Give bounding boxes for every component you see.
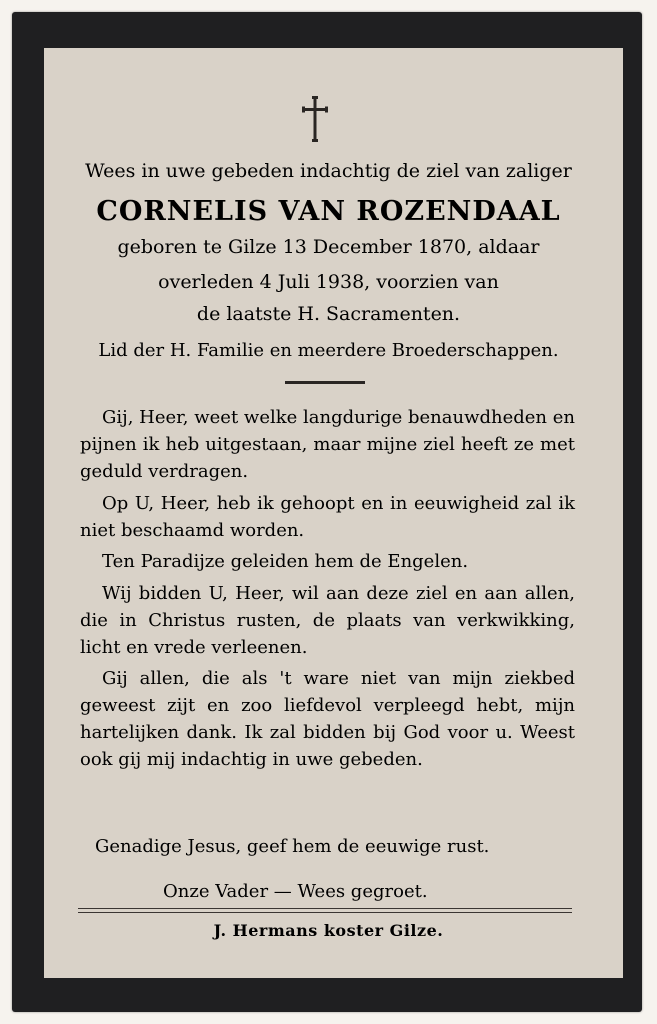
closing-invocation: Onze Vader — Wees gegroet.: [163, 881, 428, 902]
prayer-paragraph: Wij bidden U, Heer, wil aan deze ziel en aan allen, die in Christus rusten, de plaats van verkwikking, licht en vrede verleenen.: [80, 583, 575, 658]
prayer-paragraph: Gij allen, die als 't ware niet van mijn ziekbed geweest zijt en zoo liefdevol verpleegd hebt, mijn hartelijken dank. Ik zal bidden bij God voor u. Weest ook gij mij indachtig in uwe gebeden.: [80, 668, 575, 770]
membership-line: Lid der H. Familie en meerdere Broederschappen.: [98, 340, 559, 361]
prayer-paragraph: Gij, Heer, weet welke langdurige benauwdheden en pijnen ik heb uitgestaan, maar mijne ziel heeft ze met geduld verdragen.: [80, 407, 575, 482]
sacraments-line: de laatste H. Sacramenten.: [196, 303, 461, 325]
intro-line: Wees in uwe gebeden indachtig de ziel van zaliger: [85, 160, 572, 182]
deceased-name: CORNELIS VAN ROZENDAAL: [96, 196, 561, 227]
prayer-paragraph: Op U, Heer, heb ik gehoopt en in eeuwigheid zal ik niet beschaamd worden.: [80, 493, 575, 541]
short-divider: [285, 381, 365, 384]
prayer-paragraph: Ten Paradijze geleiden hem de Engelen.: [102, 551, 469, 572]
cross-icon: [300, 95, 330, 145]
printer-credit: J. Hermans koster Gilze.: [213, 921, 444, 940]
birth-line: geboren te Gilze 13 December 1870, aldaar: [117, 236, 540, 258]
closing-prayer: Genadige Jesus, geef hem de eeuwige rust.: [95, 836, 490, 857]
death-line: overleden 4 Juli 1938, voorzien van: [158, 271, 499, 293]
double-divider: [78, 908, 572, 913]
